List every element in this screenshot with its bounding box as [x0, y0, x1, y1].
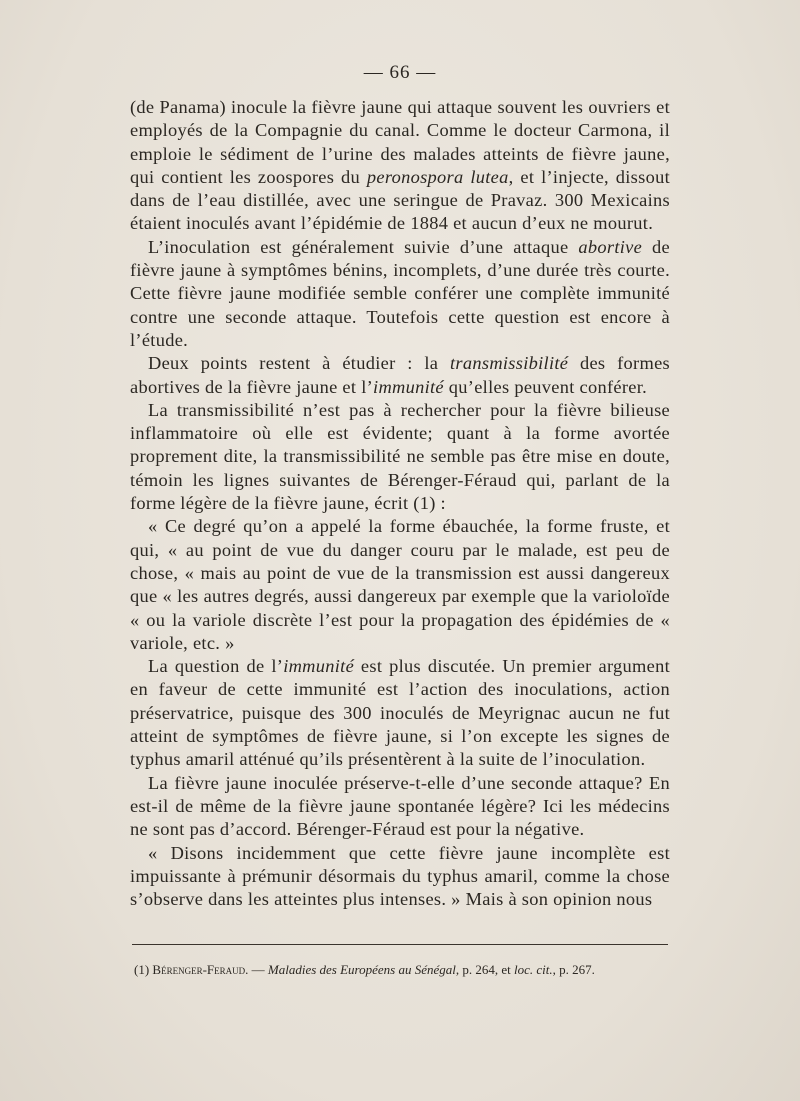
text-run: « Ce degré qu’on a appelé la forme ébauchée, la forme fruste, et qui, « au point de vue du danger couru par le malade, est peu de chose, « mais au point de vue de la transmission est aussi dangereux que « les autres degrés, aussi dangereux par exemple que la varioloïde « ou la variole discrète l’est pour la propagation des épidémies de « variole, etc. » [130, 516, 670, 653]
text-run: Deux points restent à étudier : la [148, 353, 450, 374]
text-run: , et l’injecte, dissout dans de l’eau distillée, avec une seringue de Pravaz. 300 Mexicains étaient inoculés avant l’épidémie de 1884 et aucun d’eux ne mourut. [130, 166, 670, 234]
paragraph [130, 772, 670, 842]
italic-term: immunité [373, 376, 444, 397]
paragraph [130, 236, 670, 352]
footnote-dash: . — [245, 962, 268, 977]
paragraph [130, 399, 670, 515]
paragraph [130, 655, 670, 771]
footnote [134, 961, 674, 979]
text-run: qu’elles peuvent conférer. [443, 376, 648, 397]
footnote-ref-2: , p. 267. [552, 962, 595, 977]
text-run: est plus discutée. Un premier argument en faveur de cette immunité est l’action des inoculations, action préservatrice, puisque des 300 inoculés de Meyrignac aucun ne fut atteint de symptômes de fièvre jaune, si l’on excepte les signes de typhus amaril atténué qu’ils présentèrent à la suite de l’inoculation. [130, 656, 670, 770]
footnote-title: Maladies des Européens au Sénégal [267, 962, 456, 977]
footnote-ref-1: , p. 264, et [455, 962, 515, 977]
paragraph [130, 96, 670, 236]
footnote-marker: (1) [134, 962, 153, 977]
footnote-separator [132, 944, 668, 945]
italic-term: abortive [578, 236, 643, 257]
paragraph [130, 352, 670, 399]
text-run: La question de l’ [148, 656, 284, 677]
footnote-loc-cit: loc. cit. [514, 962, 553, 977]
page-number: — 66 — [363, 62, 437, 83]
paragraph [130, 515, 670, 655]
italic-term: transmissibilité [450, 353, 569, 374]
text-run: « Disons incidemment que cette fièvre jaune incomplète est impuissante à prémunir désormais du typhus amaril, comme la chose s’observe dans les atteintes plus intenses. » Mais à son opinion nous [130, 842, 670, 910]
text-run: de fièvre jaune à symptômes bénins, incomplets, d’une durée très courte. Cette fièvre jaune modifiée semble conférer une complète immunité contre une seconde attaque. Toutefois cette question est encore à l’étude. [130, 236, 670, 350]
body-text [130, 96, 670, 911]
text-run: La transmissibilité n’est pas à rechercher pour la fièvre bilieuse inflammatoire où elle est évidente; quant à la forme avortée proprement dite, la transmissibilité ne semble pas être mise en doute, témoin les lignes suivantes de Bérenger-Féraud qui, parlant de la forme légère de la fièvre jaune, écrit (1) : [130, 399, 670, 514]
italic-term: peronospora lutea [366, 166, 509, 187]
text-run: (de Panama) inocule la fièvre jaune qui attaque souvent les ouvriers et employés de la Compagnie du canal. Comme le docteur Carmona, il emploie le sédiment de l’urine des malades atteints de fièvre jaune, qui contient les zoospores du [130, 97, 670, 187]
text-run: L’inoculation est généralement suivie d’une attaque [148, 236, 579, 257]
text-run: La fièvre jaune inoculée préserve-t-elle d’une seconde attaque? En est-il de même de la fièvre jaune spontanée légère? Ici les médecins ne sont pas d’accord. Bérenger-Féraud est pour la négative. [130, 772, 670, 840]
italic-term: immunité [283, 656, 355, 677]
paragraph [130, 842, 670, 912]
footnote-author: Bérenger-Feraud [152, 962, 246, 977]
text-run: des formes abortives de la fièvre jaune et l’ [130, 353, 670, 397]
